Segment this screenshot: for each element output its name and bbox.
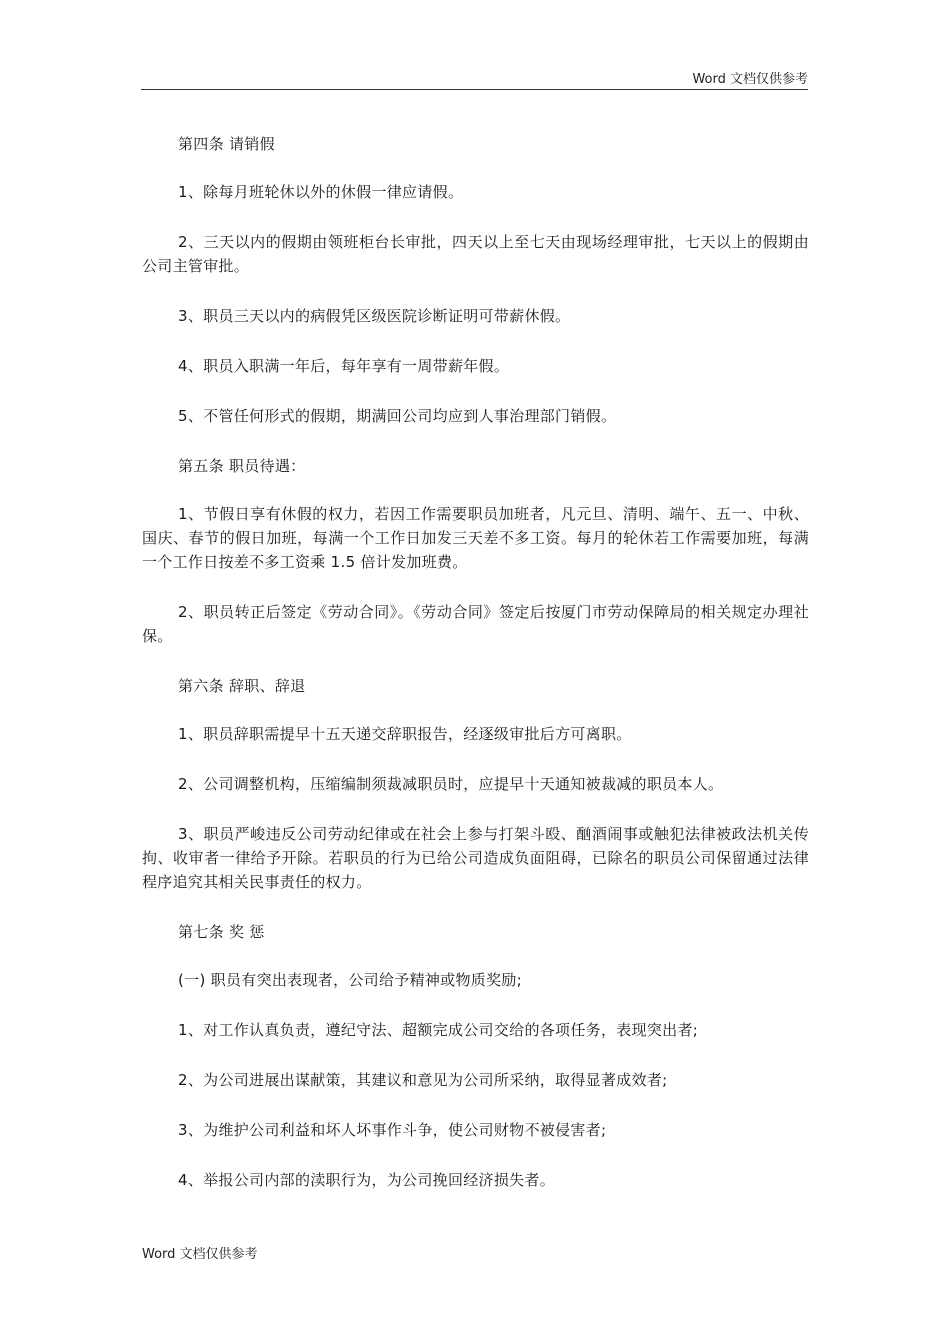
paragraph: 1、对工作认真负责，遵纪守法、超额完成公司交给的各项任务，表现突出者; xyxy=(178,1021,699,1039)
paragraph: 4、职员入职满一年后，每年享有一周带薪年假。 xyxy=(178,357,510,375)
paragraph: 1、职员辞职需提早十五天递交辞职报告，经逐级审批后方可离职。 xyxy=(178,725,632,743)
paragraph: 3、为维护公司利益和坏人坏事作斗争，使公司财物不被侵害者; xyxy=(178,1121,607,1139)
paragraph: 2、职员转正后签定《劳动合同》。《劳动合同》签定后按厦门市劳动保障局的相关规定办理社保。 xyxy=(142,603,809,645)
paragraph: 5、不管任何形式的假期，期满回公司均应到人事治理部门销假。 xyxy=(178,407,617,425)
header-divider xyxy=(141,89,808,90)
paragraph: 3、职员三天以内的病假凭区级医院诊断证明可带薪休假。 xyxy=(178,307,571,325)
paragraph: 4、举报公司内部的渎职行为，为公司挽回经济损失者。 xyxy=(178,1171,556,1189)
paragraph: 1、节假日享有休假的权力，若因工作需要职员加班者，凡元旦、清明、端午、五一、中秋、国庆、春节的假日加班，每满一个工作日加发三天差不多工资。每月的轮休若工作需要加班，每满一个工作日按差不多工资乘 1.5 倍计发加班费。 xyxy=(142,505,809,571)
paragraph: 3、职员严峻违反公司劳动纪律或在社会上参与打架斗殴、酗酒闹事或触犯法律被政法机关传拘、收审者一律给予开除。若职员的行为已给公司造成负面阻碍，已除名的职员公司保留通过法律程序追究其相关民事责任的权力。 xyxy=(142,825,809,891)
page-header-text: Word 文档仅供参考 xyxy=(692,72,808,87)
section-heading-article-6: 第六条 辞职、辞退 xyxy=(178,677,306,695)
section-heading-article-5: 第五条 职员待遇： xyxy=(178,457,306,475)
section-heading-article-4: 第四条 请销假 xyxy=(178,135,275,153)
document-body xyxy=(142,132,809,1218)
page-footer-text: Word 文档仅供参考 xyxy=(142,1247,258,1262)
paragraph: 1、除每月班轮休以外的休假一律应请假。 xyxy=(178,183,464,201)
paragraph: 2、为公司进展出谋献策，其建议和意见为公司所采纳，取得显著成效者; xyxy=(178,1071,668,1089)
paragraph: 2、公司调整机构，压缩编制须裁减职员时，应提早十天通知被裁减的职员本人。 xyxy=(178,775,724,793)
paragraph: (一) 职员有突出表现者，公司给予精神或物质奖励; xyxy=(178,971,523,989)
section-heading-article-7: 第七条 奖 惩 xyxy=(178,923,265,941)
paragraph: 2、三天以内的假期由领班柜台长审批，四天以上至七天由现场经理审批，七天以上的假期由公司主管审批。 xyxy=(142,233,809,275)
